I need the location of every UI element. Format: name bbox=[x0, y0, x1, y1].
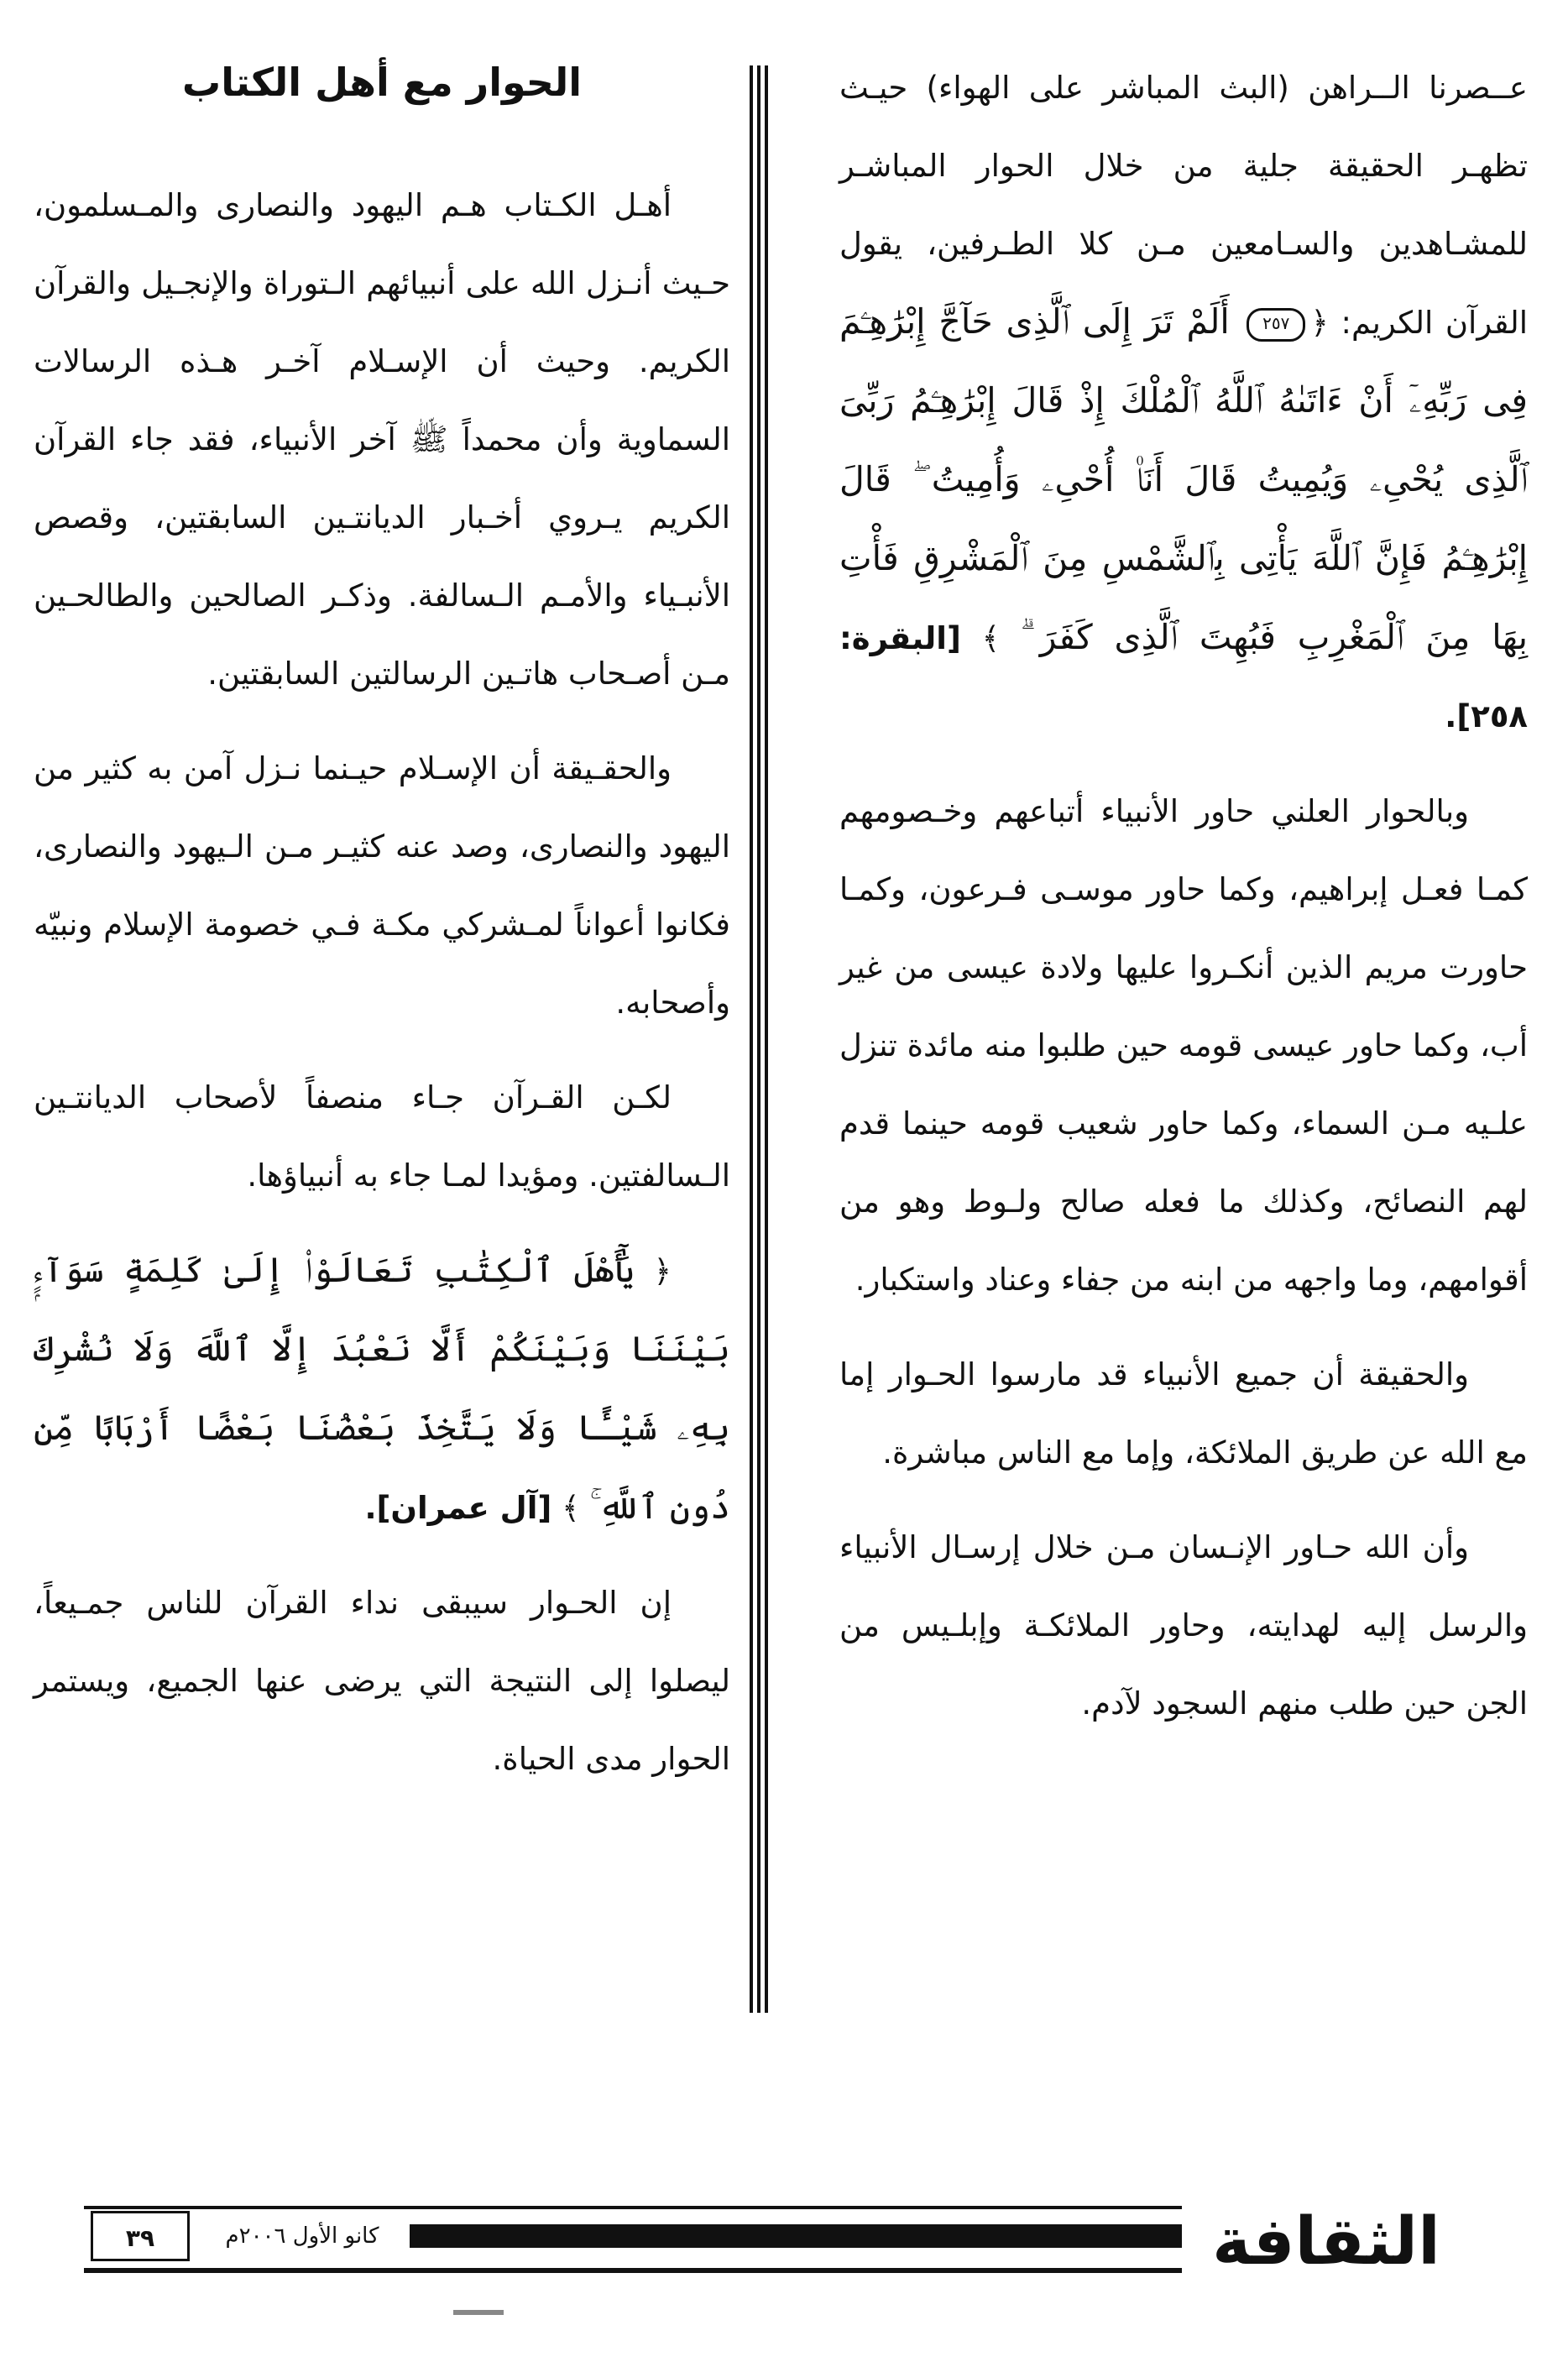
paragraph: إن الحـوار سيبقى نداء القرآن للناس جمـيعاً، ليصلوا إلى النتيجة التي يرضى عنها الجميع، ويستمر الحوار مدى الحياة. bbox=[34, 1585, 730, 1777]
paragraph: أهـل الكـتاب هـم اليهود والنصارى والمـسلمون، حـيث أنـزل الله على أنبيائهم الـتوراة والإنجـيل والقرآن الكريم. وحيث أن الإسـلام آخـر هـذه الرسالات السماوية وأن محمداً ﷺ آخر الأنبياء، فقد جاء القرآن الكريم يـروي أخـبار الديانتـين السابقتين، وقصص الأنبـياء والأمـم الـسالفة. وذكـر الصالحين والطالحـين مـن أصـحاب هاتـين الرسالتين السابقتين. bbox=[34, 187, 730, 692]
section-title: الحوار مع أهل الكتاب bbox=[181, 60, 582, 105]
verse-reference: [البقرة: ٢٥٨]. bbox=[839, 620, 1528, 734]
quran-paragraph bbox=[34, 1231, 730, 1547]
paragraph: والحقيقة أن جميع الأنبياء قد مارسوا الحـوار إما مع الله عن طريق الملائكة، وإما مع الناس مباشرة. bbox=[839, 1356, 1528, 1471]
footer-bottom-rule bbox=[84, 2268, 1182, 2273]
verse-reference: [آل عمران]. bbox=[364, 1490, 552, 1526]
verse-close-bracket: ﴾ bbox=[981, 620, 1001, 656]
column-divider bbox=[750, 65, 768, 2013]
page-number: ٣٩ bbox=[91, 2211, 190, 2261]
paragraph: والحقـيقة أن الإسـلام حيـنما نـزل آمن به كثير من اليهود والنصارى، وصد عنه كثيـر مـن الـيهود والنصارى، فكانوا أعواناً لمـشركي مكـة فـي خصومة الإسلام ونبيّه وأصحابه. bbox=[34, 750, 730, 1021]
left-column bbox=[34, 49, 730, 1798]
scan-artifact bbox=[453, 2310, 504, 2315]
verse-number-badge: ٢٥٧ bbox=[1247, 308, 1305, 342]
issue-date: كانو الأول ٢٠٠٦م bbox=[225, 2223, 379, 2249]
verse-open-bracket: ﴿ bbox=[653, 1253, 672, 1289]
paragraph: وأن الله حـاور الإنـسان مـن خلال إرسـال الأنبياء والرسل إليه لهدايته، وحاور الملائكـة وإبلـيس من الجن حين طلب منهم السجود لآدم. bbox=[839, 1529, 1528, 1722]
paragraph: لكـن القـرآن جـاء منصفاً لأصحاب الديانتـين الـسالفتين. ومؤيدا لمـا جاء به أنبياؤها. bbox=[34, 1079, 730, 1194]
verse-close-bracket: ﴾ bbox=[562, 1490, 580, 1526]
quran-verse: يَٰٓأَهْلَ ٱلْكِتَٰبِ تَعَالَوْا۟ إِلَىٰ كَلِمَةٍ سَوَآءٍۭ بَيْنَنَا وَبَيْنَكُمْ أَلَّا نَعْبُدَ إِلَّا ٱللَّهَ وَلَا نُشْرِكَ بِهِۦ شَيْـًٔا وَلَا يَتَّخِذَ بَعْضُنَا بَعْضًا أَرْبَابًا مِّن دُونِ ٱللَّهِ ۚ bbox=[34, 1250, 730, 1527]
verse-open-bracket: ﴿ bbox=[1310, 305, 1329, 341]
quran-verse: أَلَمْ تَرَ إِلَى ٱلَّذِى حَآجَّ إِبْرَٰهِـۧمَ فِى رَبِّهِۦٓ أَنْ ءَاتَىٰهُ ٱللَّهُ ٱلْمُلْكَ إِذْ قَالَ إِبْرَٰهِـۧمُ رَبِّىَ ٱلَّذِى يُحْىِۦ وَيُمِيتُ قَالَ أَنَا۠ أُحْىِۦ وَأُمِيتُ ۖ قَالَ إِبْرَٰهِـۧمُ فَإِنَّ ٱللَّهَ يَأْتِى بِٱلشَّمْسِ مِنَ ٱلْمَشْرِقِ فَأْتِ بِهَا مِنَ ٱلْمَغْرِبِ فَبُهِتَ ٱلَّذِى كَفَرَ ۗ bbox=[839, 301, 1529, 657]
paragraph bbox=[839, 49, 1528, 755]
right-column bbox=[839, 49, 1528, 1743]
page-footer bbox=[0, 2199, 1568, 2300]
footer-top-rule bbox=[84, 2206, 1182, 2209]
paragraph: وبالحوار العلني حاور الأنبياء أتباعهم وخـصومهم كمـا فعـل إبراهيم، وكما حاور موسـى فـرعون، وكمـا حاورت مريم الذين أنكـروا عليها ولادة عيسى من غير أب، وكما حاور عيسى قومه حين طلبوا منه مائدة تنزل علـيه مـن السماء، وكما حاور شعيب قومه حينما قدم لهم النصائح، وكذلك ما فعله صالح ولـوط وهو من أقوامهم، وما واجهه من ابنه من جفاء وعناد واستكبار. bbox=[839, 793, 1528, 1298]
paragraph-text: عــصرنا الــراهن (البث المباشر على الهواء) حيـث تظهـر الحقيقة جلية من خلال الحوار المباشـر للمشـاهدين والسـامعين مـن كلا الطـرفين، يقول القرآن الكريم: bbox=[839, 70, 1529, 341]
footer-bar bbox=[410, 2224, 1182, 2248]
magazine-logo: الثقافة bbox=[1212, 2204, 1440, 2280]
